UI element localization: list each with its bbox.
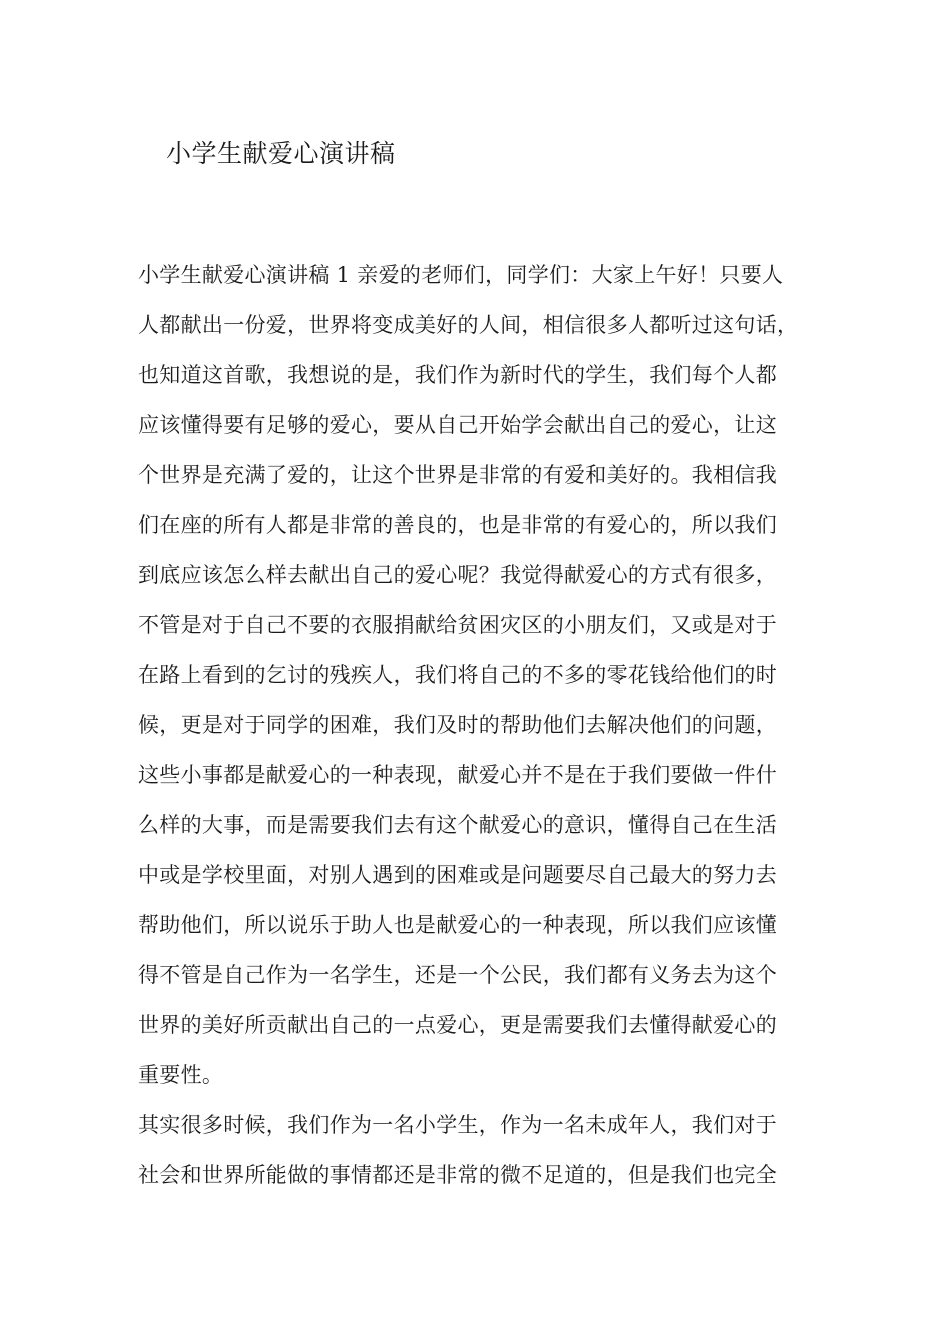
text-line: 不管是对于自己不要的衣服捐献给贫困灾区的小朋友们，又或是对于	[138, 613, 777, 637]
text-line: 们在座的所有人都是非常的善良的，也是非常的有爱心的，所以我们	[138, 513, 777, 537]
text-line: 也知道这首歌，我想说的是，我们作为新时代的学生，我们每个人都	[138, 363, 777, 387]
paragraph-2	[138, 1100, 828, 1200]
text-line: 个世界是充满了爱的，让这个世界是非常的有爱和美好的。我相信我	[138, 463, 777, 487]
text-line: 中或是学校里面，对别人遇到的困难或是问题要尽自己最大的努力去	[138, 863, 777, 887]
text-line: 帮助他们，所以说乐于助人也是献爱心的一种表现，所以我们应该懂	[138, 913, 777, 937]
text-line: 其实很多时候，我们作为一名小学生，作为一名未成年人，我们对于	[138, 1113, 777, 1137]
text-line: 候，更是对于同学的困难，我们及时的帮助他们去解决他们的问题，	[138, 713, 777, 737]
text-line: 得不管是自己作为一名学生，还是一个公民，我们都有义务去为这个	[138, 963, 777, 987]
text-line: 么样的大事，而是需要我们去有这个献爱心的意识，懂得自己在生活	[138, 813, 777, 837]
text-line: 应该懂得要有足够的爱心，要从自己开始学会献出自己的爱心，让这	[138, 413, 777, 437]
text-line: 社会和世界所能做的事情都还是非常的微不足道的，但是我们也完全	[138, 1163, 777, 1187]
text-line: 到底应该怎么样去献出自己的爱心呢？我觉得献爱心的方式有很多，	[138, 563, 777, 587]
document-body	[138, 250, 828, 1200]
paragraph-1	[138, 250, 828, 1100]
text-line: 在路上看到的乞讨的残疾人，我们将自己的不多的零花钱给他们的时	[138, 663, 777, 687]
document-title: 小学生献爱心演讲稿	[166, 139, 396, 168]
text-line: 人都献出一份爱，世界将变成美好的人间，相信很多人都听过这句话，	[138, 313, 799, 337]
text-line: 世界的美好所贡献出自己的一点爱心，更是需要我们去懂得献爱心的	[138, 1013, 777, 1037]
text-line: 小学生献爱心演讲稿 1 亲爱的老师们，同学们：大家上午好！只要人	[138, 263, 784, 287]
text-line: 这些小事都是献爱心的一种表现，献爱心并不是在于我们要做一件什	[138, 763, 777, 787]
text-line: 重要性。	[138, 1063, 224, 1087]
